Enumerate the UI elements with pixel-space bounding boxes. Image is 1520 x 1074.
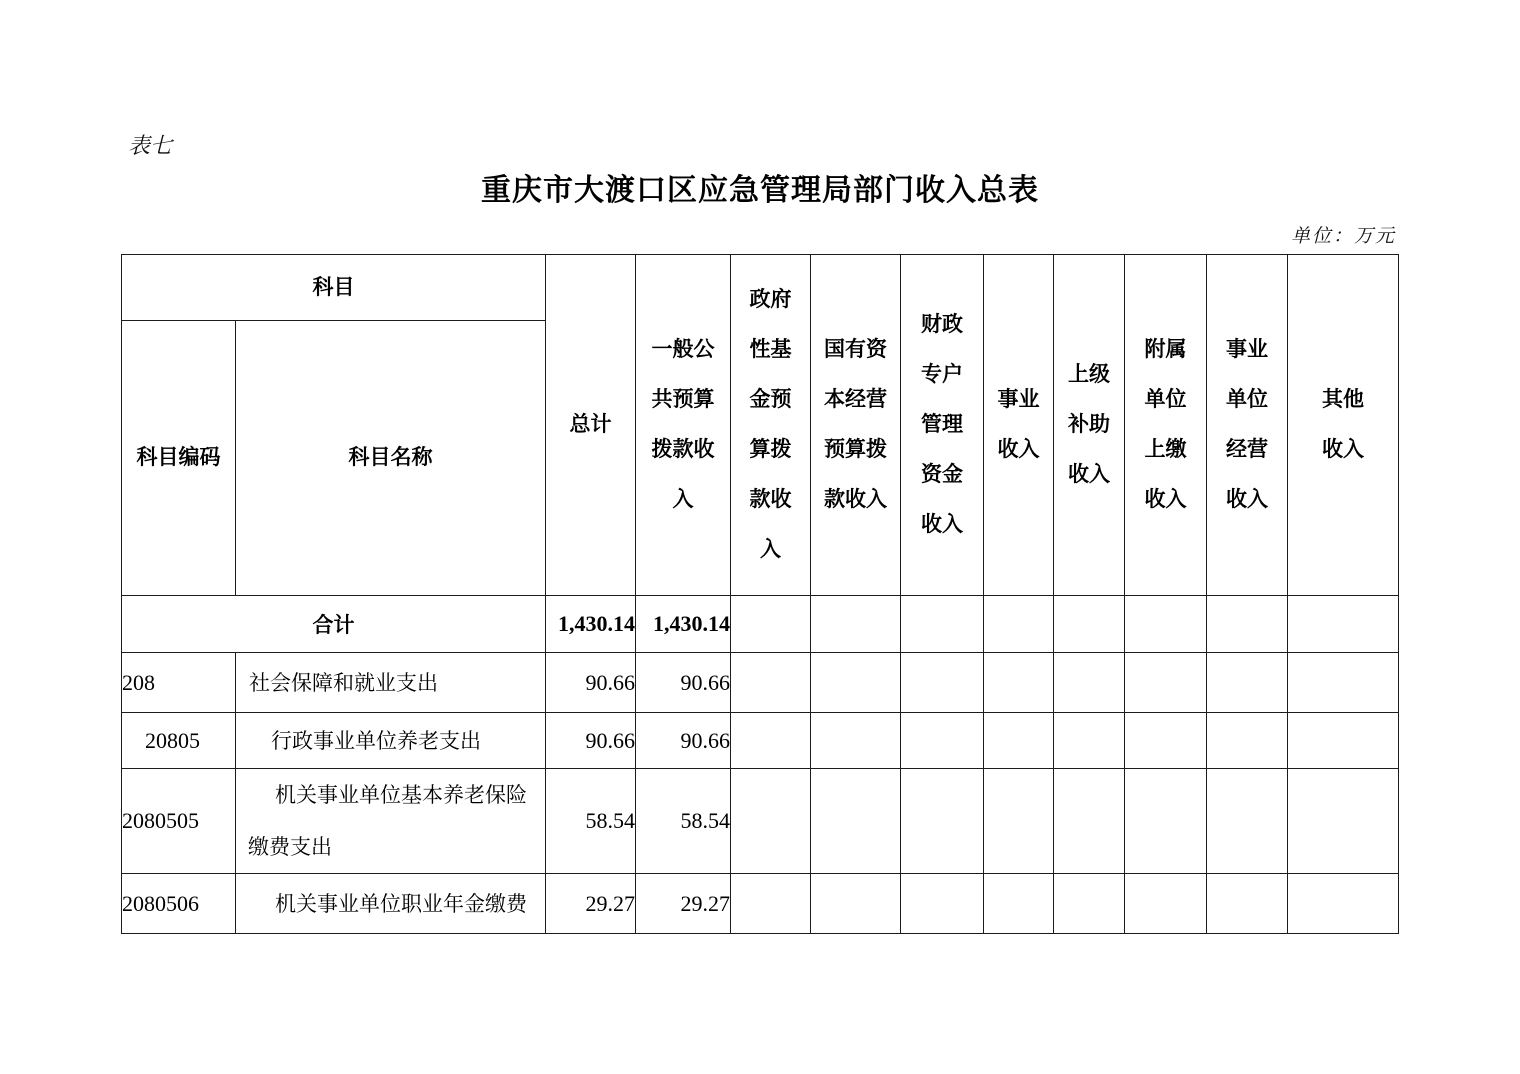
value-cell xyxy=(1054,596,1125,653)
value-cell xyxy=(1207,596,1288,653)
value-cell xyxy=(731,769,811,874)
total-label-cell: 合计 xyxy=(122,596,546,653)
value-cell xyxy=(1054,713,1125,769)
header-subject-code: 科目编码 xyxy=(122,321,236,596)
table-row-total xyxy=(122,596,1399,653)
value-cell xyxy=(1054,653,1125,713)
value-cell xyxy=(901,713,984,769)
value-cell xyxy=(1288,769,1399,874)
header-col-affiliated-unit-remit: 附属单位上缴收入 xyxy=(1125,255,1207,596)
subject-code-cell: 20805 xyxy=(122,713,236,769)
value-cell xyxy=(901,769,984,874)
header-col-superior-subsidy: 上级补助收入 xyxy=(1054,255,1125,596)
value-cell: 29.27 xyxy=(546,874,636,934)
value-cell xyxy=(731,874,811,934)
subject-code-cell: 2080505 xyxy=(122,769,236,874)
subject-code-cell: 2080506 xyxy=(122,874,236,934)
value-cell xyxy=(901,653,984,713)
header-subject-name: 科目名称 xyxy=(236,321,546,596)
header-col-total: 总计 xyxy=(546,255,636,596)
value-cell xyxy=(1125,769,1207,874)
value-cell xyxy=(1288,653,1399,713)
value-cell xyxy=(1125,713,1207,769)
value-cell: 1,430.14 xyxy=(636,596,731,653)
subject-name-cell: 行政事业单位养老支出 xyxy=(236,713,546,769)
table-row xyxy=(122,874,1399,934)
value-cell xyxy=(811,596,901,653)
header-col-govt-fund-budget: 政府性基金预算拨款收入 xyxy=(731,255,811,596)
value-cell xyxy=(811,713,901,769)
value-cell xyxy=(1288,713,1399,769)
value-cell xyxy=(1207,713,1288,769)
value-cell xyxy=(984,596,1054,653)
value-cell: 90.66 xyxy=(546,653,636,713)
value-cell xyxy=(984,769,1054,874)
table-number-label: 表七 xyxy=(128,133,173,158)
subject-name-cell: 社会保障和就业支出 xyxy=(236,653,546,713)
header-col-institution-income: 事业收入 xyxy=(984,255,1054,596)
subject-name-cell: 机关事业单位职业年金缴费 xyxy=(236,874,546,934)
header-col-institution-operating: 事业单位经营收入 xyxy=(1207,255,1288,596)
subject-code-cell: 208 xyxy=(122,653,236,713)
header-col-state-capital-budget: 国有资本经营预算拨款收入 xyxy=(811,255,901,596)
value-cell: 1,430.14 xyxy=(546,596,636,653)
income-summary-table xyxy=(121,254,1399,934)
value-cell: 58.54 xyxy=(546,769,636,874)
value-cell xyxy=(1207,769,1288,874)
value-cell xyxy=(1207,874,1288,934)
table-row xyxy=(122,653,1399,713)
value-cell: 90.66 xyxy=(636,713,731,769)
value-cell: 29.27 xyxy=(636,874,731,934)
header-col-fiscal-special-account: 财政专户管理资金收入 xyxy=(901,255,984,596)
subject-name-cell: 机关事业单位基本养老保险缴费支出 xyxy=(236,769,546,874)
value-cell xyxy=(984,713,1054,769)
value-cell xyxy=(731,653,811,713)
value-cell: 58.54 xyxy=(636,769,731,874)
value-cell: 90.66 xyxy=(636,653,731,713)
value-cell xyxy=(984,653,1054,713)
value-cell xyxy=(731,713,811,769)
value-cell xyxy=(731,596,811,653)
unit-note: 单位：万元 xyxy=(1290,226,1396,247)
table-row xyxy=(122,713,1399,769)
value-cell xyxy=(1125,874,1207,934)
value-cell xyxy=(984,874,1054,934)
value-cell xyxy=(1125,653,1207,713)
header-col-other-income: 其他收入 xyxy=(1288,255,1399,596)
table-row xyxy=(122,769,1399,874)
value-cell: 90.66 xyxy=(546,713,636,769)
page-title: 重庆市大渡口区应急管理局部门收入总表 xyxy=(481,174,1039,207)
header-col-general-public-budget: 一般公共预算拨款收入 xyxy=(636,255,731,596)
value-cell xyxy=(901,874,984,934)
value-cell xyxy=(811,653,901,713)
value-cell xyxy=(1125,596,1207,653)
value-cell xyxy=(1054,769,1125,874)
header-row-group xyxy=(122,255,1399,321)
value-cell xyxy=(811,769,901,874)
value-cell xyxy=(1288,874,1399,934)
value-cell xyxy=(901,596,984,653)
value-cell xyxy=(1288,596,1399,653)
value-cell xyxy=(811,874,901,934)
value-cell xyxy=(1054,874,1125,934)
value-cell xyxy=(1207,653,1288,713)
header-subject-group: 科目 xyxy=(122,255,546,321)
